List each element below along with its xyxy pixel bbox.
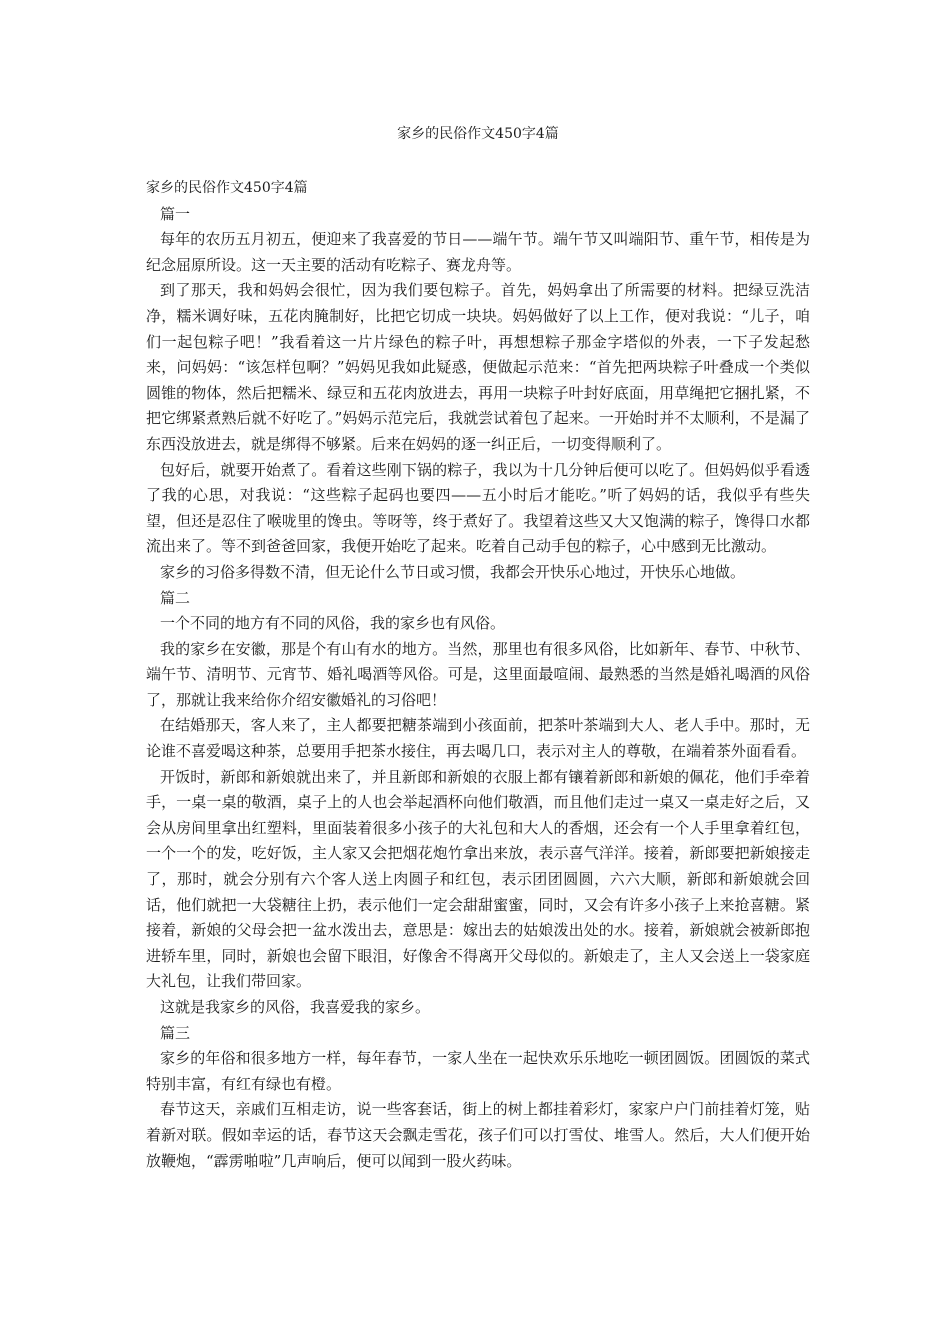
- document-body: [146, 176, 810, 1174]
- paragraph: 家乡的习俗多得数不清，但无论什么节日或习惯，我都会开快乐心地过，开快乐心地做。: [160, 562, 746, 581]
- document-subtitle: 家乡的民俗作文450字4篇: [146, 180, 308, 196]
- paragraph: 每年的农历五月初五，便迎来了我喜爱的节日——端午节。端午节又叫端阳节、重午节，相传是为纪念屈原所设。这一天主要的活动有吃粽子、赛龙舟等。: [146, 230, 810, 274]
- paragraph: 春节这天，亲戚们互相走访，说一些客套话，街上的树上都挂着彩灯，家家户户门前挂着灯笼，贴着新对联。假如幸运的话，春节这天会飘走雪花，孩子们可以打雪仗、堆雪人。然后，大人们便开始放鞭炮，“霹雳啪啦”几声响后，便可以闻到一股火药味。: [146, 1100, 810, 1170]
- paragraph: 这就是我家乡的风俗，我喜爱我的家乡。: [160, 998, 431, 1016]
- paragraph: 到了那天，我和妈妈会很忙，因为我们要包粽子。首先，妈妈拿出了所需要的材料。把绿豆洗洁净，糯米调好味，五花肉腌制好，比把它切成一块块。妈妈做好了以上工作，便对我说：“儿子，咱们一起包粽子吧！”我看着这一片片绿色的粽子叶，再想想粽子那金字塔似的外表，一下子发起愁来，问妈妈：“该怎样包啊？”妈妈见我如此疑惑，便做起示范来：“首先把两块粽子叶叠成一个类似圆锥的物体，然后把糯米、绿豆和五花肉放进去，再用一块粽子叶封好底面，用草绳把它捆扎紧，不把它绑紧煮熟后就不好吃了。”妈妈示范完后，我就尝试着包了起来。一开始时并不太顺利，不是漏了东西没放进去，就是绑得不够紧。后来在妈妈的逐一纠正后，一切变得顺利了。: [146, 281, 810, 453]
- paragraph: 我的家乡在安徽，那是个有山有水的地方。当然，那里也有很多风俗，比如新年、春节、中秋节、端午节、清明节、元宵节、婚礼喝酒等风俗。可是，这里面最喧闹、最熟悉的当然是婚礼喝酒的风俗了，那就让我来给你介绍安徽婚礼的习俗吧！: [146, 639, 810, 709]
- section-heading: 篇二: [160, 588, 191, 607]
- paragraph: 家乡的年俗和很多地方一样，每年春节，一家人坐在一起快欢乐乐地吃一顿团圆饭。团圆饭的菜式特别丰富，有红有绿也有橙。: [146, 1049, 810, 1093]
- paragraph: 一个不同的地方有不同的风俗，我的家乡也有风俗。: [160, 614, 506, 633]
- section-heading: 篇一: [160, 204, 191, 223]
- paragraph: 在结婚那天，客人来了，主人都要把糖茶端到小孩面前，把茶叶茶端到大人、老人手中。那时，无论谁不喜爱喝这种茶，总要用手把茶水接住，再去喝几口，表示对主人的尊敬，在端着茶外面看看。: [146, 716, 810, 761]
- paragraph: 开饭时，新郎和新娘就出来了，并且新郎和新娘的衣服上都有镶着新郎和新娘的佩花，他们手牵着手，一桌一桌的敬酒，桌子上的人也会举起酒杯向他们敬酒，而且他们走过一桌又一桌走好之后，又会从房间里拿出红塑料，里面装着很多小孩子的大礼包和大人的香烟，还会有一个人手里拿着红包，一个一个的发，吃好饭，主人家又会把烟花炮竹拿出来放，表示喜气洋洋。接着，新郎要把新娘接走了，那时，就会分别有六个客人送上肉圆子和红包，表示团团圆圆，六六大顺，新郎和新娘就会回话，他们就把一大袋糖往上扔，表示他们一定会甜甜蜜蜜，同时，又会有许多小孩子上来抢喜糖。紧接着，新娘的父母会把一盆水泼出去，意思是：嫁出去的姑娘泼出处的水。接着，新娘就会被新郎抱进轿车里，同时，新娘也会留下眼泪，好像舍不得离开父母似的。新娘走了，主人又会送上一袋家庭大礼包，让我们带回家。: [146, 767, 810, 991]
- paragraph: 包好后，就要开始煮了。看着这些刚下锅的粽子，我以为十几分钟后便可以吃了。但妈妈似乎看透了我的心思，对我说：“这些粽子起码也要四——五小时后才能吃。”听了妈妈的话，我似乎有些失望，但还是忍住了喉咙里的馋虫。等呀等，终于煮好了。我望着这些又大又饱满的粽子，馋得口水都流出来了。等不到爸爸回家，我便开始吃了起来。吃着自己动手包的粽子，心中感到无比激动。: [146, 460, 810, 556]
- document-title: 家乡的民俗作文450字4篇: [397, 126, 559, 142]
- section-heading: 篇三: [160, 1023, 191, 1042]
